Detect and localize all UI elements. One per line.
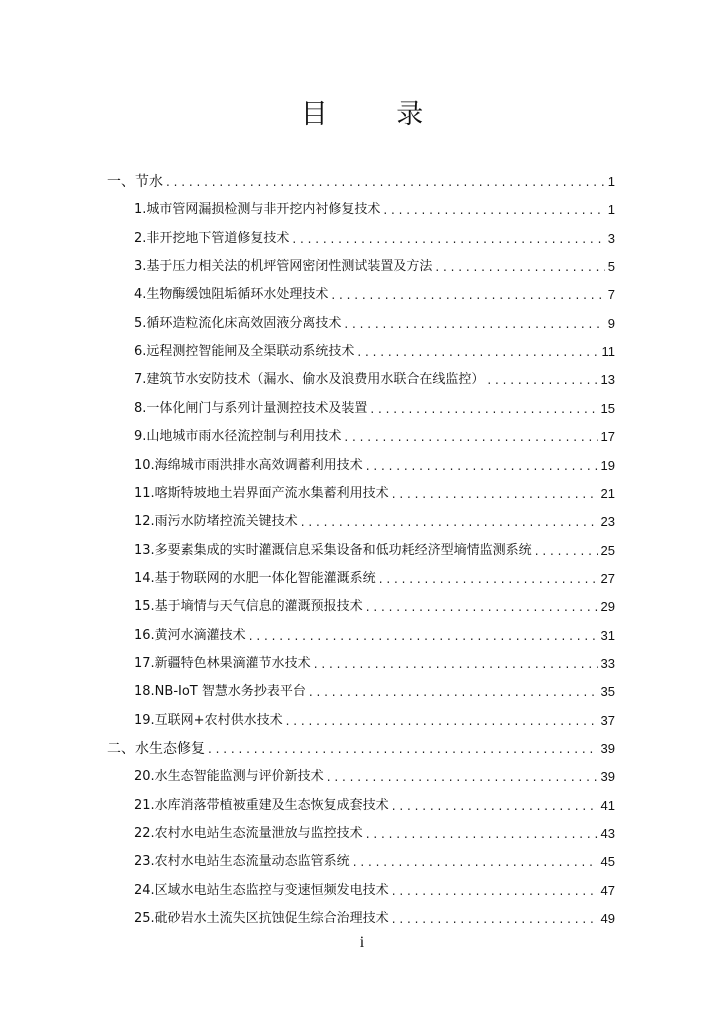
- dot-leader: [353, 853, 598, 871]
- toc-entry[interactable]: [134, 536, 615, 560]
- toc-entry-page-number: 7: [607, 287, 615, 303]
- dot-leader: [292, 230, 604, 248]
- dot-leader: [366, 825, 598, 843]
- toc-entry-page-number: 37: [600, 712, 615, 728]
- toc-entry-title: 7.建筑节水安防技术（漏水、偷水及浪费用水联合在线监控）: [134, 372, 485, 388]
- dot-leader: [392, 485, 598, 503]
- toc-entry-page-number: 11: [601, 344, 615, 360]
- toc-entry[interactable]: [134, 904, 615, 928]
- toc-entry-page-number: 25: [600, 542, 615, 558]
- dot-leader: [535, 542, 598, 560]
- toc-entry-title: 12.雨污水防堵控流关键技术: [134, 514, 298, 530]
- toc-entry-title: 17.新疆特色林果滴灌节水技术: [134, 655, 311, 671]
- toc-entry-page-number: 17: [600, 429, 615, 445]
- toc-entry-title: 11.喀斯特坡地土岩界面产流水集蓄利用技术: [134, 485, 389, 501]
- toc-entry-title: 13.多要素集成的实时灌溉信息采集设备和低功耗经济型墒情监测系统: [134, 542, 532, 558]
- dot-leader: [344, 428, 597, 446]
- dot-leader: [286, 712, 598, 730]
- toc-entry[interactable]: [134, 876, 615, 900]
- toc-entry-title: 21.水库消落带植被重建及生态恢复成套技术: [134, 797, 389, 813]
- toc-entry-page-number: 1: [607, 202, 615, 218]
- toc-entry-page-number: 43: [600, 826, 615, 842]
- toc-entry[interactable]: [134, 621, 615, 645]
- toc-entry-title: 5.循环造粒流化床高效固液分离技术: [134, 315, 342, 331]
- toc-entry-title: 9.山地城市雨水径流控制与利用技术: [134, 429, 342, 445]
- dot-leader: [344, 315, 604, 333]
- dot-leader: [370, 400, 597, 418]
- toc-entry-page-number: 41: [600, 797, 615, 813]
- toc-entry-title: 19.互联网+农村供水技术: [134, 712, 283, 728]
- toc-entry-title: 15.基于墒情与天气信息的灌溉预报技术: [134, 599, 363, 615]
- toc-entry-title: 8.一体化闸门与系列计量测控技术及装置: [134, 400, 368, 416]
- toc-entry-page-number: 39: [600, 769, 615, 785]
- toc-entry-page-number: 5: [607, 259, 615, 275]
- toc-entry[interactable]: [134, 280, 615, 304]
- toc-entry[interactable]: [134, 564, 615, 588]
- toc-entry-title: 16.黄河水滴灌技术: [134, 627, 246, 643]
- dot-leader: [208, 740, 598, 758]
- toc-section-entry[interactable]: [107, 167, 615, 191]
- toc-entry-page-number: 29: [600, 599, 615, 615]
- dot-leader: [435, 258, 604, 276]
- toc-entry[interactable]: [134, 762, 615, 786]
- toc-entry[interactable]: [134, 422, 615, 446]
- dot-leader: [487, 371, 597, 389]
- toc-entry-title: 一、节水: [107, 174, 163, 190]
- toc-entry-page-number: 31: [600, 627, 615, 643]
- toc-entry-title: 18.NB-IoT 智慧水务抄表平台: [134, 684, 306, 700]
- toc-entry[interactable]: [134, 677, 615, 701]
- toc-section-entry[interactable]: [107, 734, 615, 758]
- dot-leader: [392, 882, 598, 900]
- toc-entry-page-number: 21: [600, 485, 615, 501]
- toc-entry[interactable]: [134, 224, 615, 248]
- toc-entry[interactable]: [134, 394, 615, 418]
- toc-entry-title: 二、水生态修复: [107, 741, 205, 757]
- toc-entry-page-number: 23: [600, 514, 615, 530]
- toc-entry[interactable]: [134, 819, 615, 843]
- toc-entry-title: 24.区域水电站生态监控与变速恒频发电技术: [134, 882, 389, 898]
- toc-entry-title: 6.远程测控智能闸及全渠联动系统技术: [134, 344, 355, 360]
- toc-entry-page-number: 1: [607, 174, 615, 189]
- toc-entry[interactable]: [134, 337, 615, 361]
- toc-entry-title: 1.城市管网漏损检测与非开挖内衬修复技术: [134, 202, 381, 218]
- toc-entry[interactable]: [134, 592, 615, 616]
- page-number: i: [359, 934, 365, 951]
- toc-entry-title: 2.非开挖地下管道修复技术: [134, 230, 290, 246]
- toc-entry[interactable]: [134, 309, 615, 333]
- toc-entry-page-number: 49: [600, 911, 615, 927]
- toc-entry-title: 10.海绵城市雨洪排水高效调蓄利用技术: [134, 457, 363, 473]
- dot-leader: [392, 910, 598, 928]
- toc-entry[interactable]: [134, 649, 615, 673]
- toc-entry[interactable]: [134, 847, 615, 871]
- toc-entry-title: 22.农村水电站生态流量泄放与监控技术: [134, 826, 363, 842]
- toc-entry-page-number: 13: [600, 372, 615, 388]
- dot-leader: [366, 457, 598, 475]
- toc-entry[interactable]: [134, 706, 615, 730]
- toc-entry-page-number: 27: [600, 570, 615, 586]
- dot-leader: [249, 627, 598, 645]
- toc-entry[interactable]: [134, 365, 615, 389]
- dot-leader: [301, 513, 598, 531]
- toc-entry-page-number: 19: [600, 457, 615, 473]
- toc-entry-title: 25.砒砂岩水土流失区抗蚀促生综合治理技术: [134, 911, 389, 927]
- toc-entry[interactable]: [134, 479, 615, 503]
- dot-leader: [327, 768, 598, 786]
- toc-entry-title: 14.基于物联网的水肥一体化智能灌溉系统: [134, 570, 376, 586]
- toc-entry[interactable]: [134, 451, 615, 475]
- toc-entry[interactable]: [134, 195, 615, 219]
- dot-leader: [309, 683, 598, 701]
- toc-entry-page-number: 33: [600, 655, 615, 671]
- dot-leader: [314, 655, 598, 673]
- dot-leader: [383, 201, 604, 219]
- toc-entry-title: 20.水生态智能监测与评价新技术: [134, 769, 324, 785]
- dot-leader: [331, 286, 604, 304]
- toc-entry-page-number: 39: [600, 741, 615, 756]
- toc-entry-title: 3.基于压力相关法的机坪管网密闭性测试装置及方法: [134, 259, 433, 275]
- toc-entry-page-number: 47: [600, 882, 615, 898]
- toc-entry-page-number: 9: [607, 315, 615, 331]
- toc-entry-title: 4.生物酶缓蚀阻垢循环水处理技术: [134, 287, 329, 303]
- page-title: 目 录: [300, 99, 454, 130]
- toc-entry[interactable]: [134, 791, 615, 815]
- toc-entry-page-number: 35: [600, 684, 615, 700]
- dot-leader: [357, 343, 598, 361]
- dot-leader: [166, 173, 605, 191]
- toc-entry-page-number: 45: [600, 854, 615, 870]
- toc-entry[interactable]: [134, 252, 615, 276]
- toc-entry-title: 23.农村水电站生态流量动态监管系统: [134, 854, 350, 870]
- toc-entry[interactable]: [134, 507, 615, 531]
- toc-entry-page-number: 3: [607, 230, 615, 246]
- toc-entry-page-number: 15: [600, 400, 615, 416]
- dot-leader: [392, 797, 598, 815]
- dot-leader: [379, 570, 598, 588]
- dot-leader: [366, 598, 598, 616]
